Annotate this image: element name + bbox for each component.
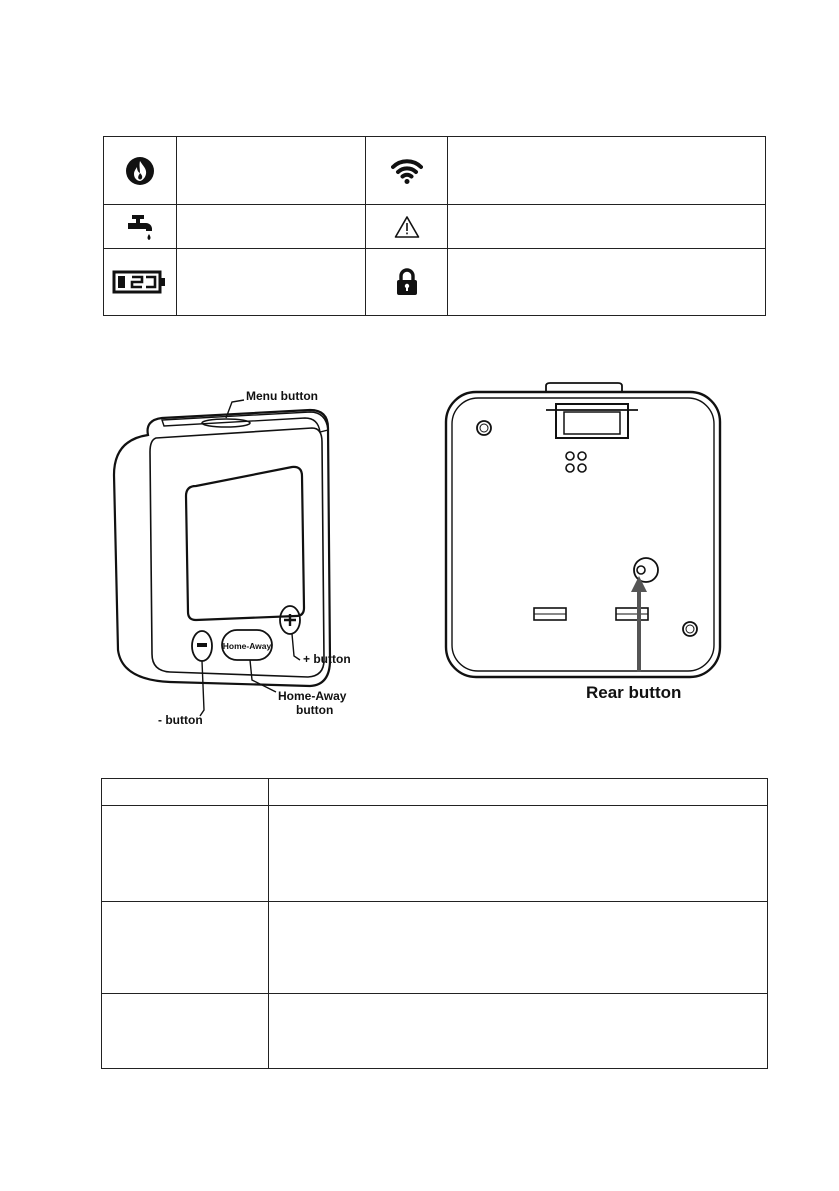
description-cell [177,205,366,249]
device-illustration [100,380,740,730]
warning-icon [394,215,420,239]
button-description-table [101,778,768,1069]
minus-button-label: - button [158,713,203,727]
table-header-row [102,779,768,806]
table-cell [269,994,768,1069]
icon-cell [366,137,448,205]
table-cell [102,902,269,994]
rear-button-label: Rear button [586,683,682,702]
table-cell [269,779,768,806]
table-row [104,137,766,205]
table-row [104,205,766,249]
table-cell [269,806,768,902]
icon-cell [366,205,448,249]
icon-cell [366,249,448,316]
tap-icon [126,212,154,242]
description-cell [448,249,766,316]
lock-icon [395,267,419,297]
menu-button-label: Menu button [246,389,318,403]
home-away-button-label-line1: Home-Away [278,689,347,703]
plus-button-label: + button [303,652,351,666]
description-cell [177,249,366,316]
description-cell [448,205,766,249]
table-cell [102,779,269,806]
flame-icon [125,156,155,186]
device-front-view [114,389,351,727]
table-cell [102,994,269,1069]
table-row [102,994,768,1069]
icon-cell [104,205,177,249]
description-cell [177,137,366,205]
description-cell [448,137,766,205]
icon-cell [104,249,177,316]
battery-low-icon [111,268,169,296]
home-away-button-label-line2: button [296,703,334,717]
table-row [102,806,768,902]
device-rear-view [446,383,720,702]
home-away-face-text: Home-Away [222,641,272,651]
table-row [104,249,766,316]
icon-cell [104,137,177,205]
icon-legend-table [103,136,766,316]
table-cell [102,806,269,902]
wifi-icon [391,157,423,185]
minus-glyph [197,643,207,647]
table-cell [269,902,768,994]
table-row [102,902,768,994]
